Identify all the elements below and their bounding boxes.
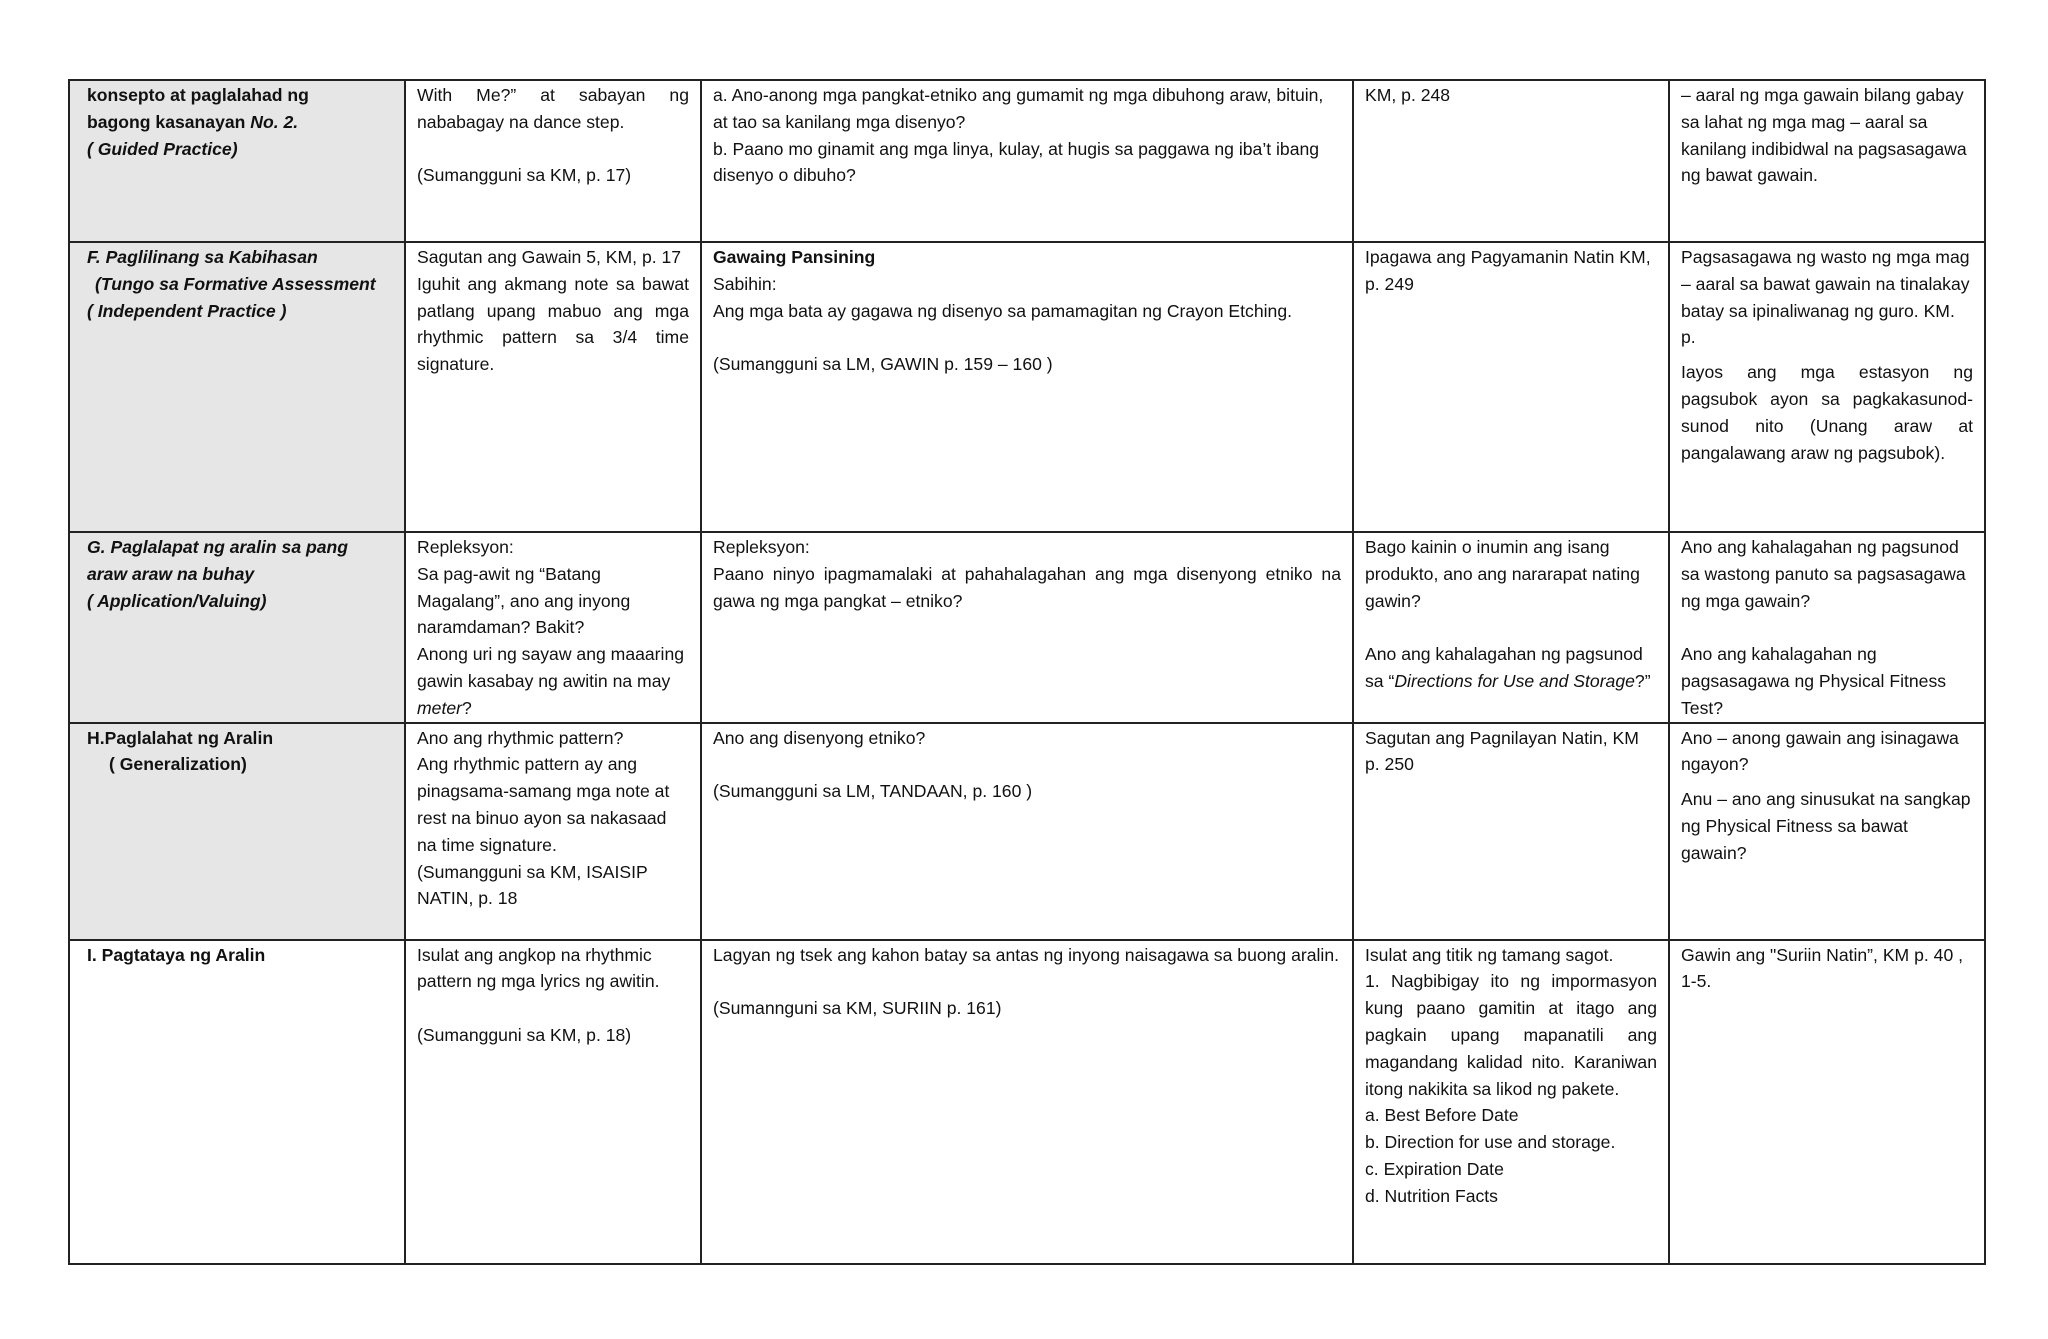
cell-text: Iguhit ang akmang note sa bawat patlang upang mabuo ang mga rhythmic pattern sa 3/4 time signature.: [417, 273, 689, 375]
cell-text: Bago kainin o inumin ang isang produkto, ano ang nararapat nating gawin?: [1365, 537, 1640, 611]
row-header-line: araw araw na buhay: [87, 563, 255, 584]
cell-health: [1353, 723, 1669, 940]
cell-text: Gawin ang "Suriin Natin”, KM p. 40 , 1-5.: [1681, 944, 1964, 992]
row-header-line: ( Guided Practice): [87, 138, 238, 159]
cell-text: b. Paano mo ginamit ang mga linya, kulay, at hugis sa paggawa ng iba’t ibang disenyo o dibuho?: [713, 138, 1320, 186]
cell-text: Repleksyon:: [713, 537, 810, 557]
cell-music: [405, 80, 701, 242]
row-header-line: F. Paglilinang sa Kabihasan: [87, 247, 318, 267]
row-header-line: ( Application/Valuing): [87, 590, 267, 611]
row-header: [69, 242, 405, 532]
table-row: [69, 723, 1985, 940]
table-row: [69, 80, 1985, 242]
cell-text: Lagyan ng tsek ang kahon batay sa antas ng inyong naisagawa sa buong aralin.: [713, 944, 1340, 965]
answer-option: d. Nutrition Facts: [1365, 1185, 1498, 1206]
cell-text: (Sumangguni sa KM, p. 17): [417, 165, 632, 186]
row-header-line: konsepto at paglalahad ng: [87, 85, 309, 105]
table-row: [69, 940, 1985, 1264]
cell-text: (Sumangguni sa KM, p. 18): [417, 1024, 632, 1045]
cell-health: [1353, 80, 1669, 242]
row-header: [69, 940, 405, 1264]
cell-text: Ano ang rhythmic pattern?: [417, 727, 624, 748]
row-header-line: [81, 109, 393, 136]
row-header-line: H.Paglalahat ng Aralin: [87, 727, 274, 748]
cell-text: Ang mga bata ay gagawa ng disenyo sa pamamagitan ng Crayon Etching.: [713, 300, 1293, 321]
cell-text: Sagutan ang Pagnilayan Natin, KM p. 250: [1365, 727, 1639, 775]
cell-text: KM, p. 248: [1365, 85, 1451, 105]
cell-music: [405, 242, 701, 532]
cell-text: (Sumangguni sa LM, GAWIN p. 159 – 160 ): [713, 354, 1053, 375]
cell-text: Pagsasagawa ng wasto ng mga mag – aaral sa bawat gawain na tinalakay batay sa ipinaliwanag ng guro. KM. p.: [1681, 247, 1970, 348]
cell-text: (Sumangguni sa LM, TANDAAN, p. 160 ): [713, 781, 1033, 802]
cell-pe: [1669, 940, 1985, 1264]
cell-arts: [701, 940, 1353, 1264]
row-header-text: bagong kasanayan: [87, 111, 251, 132]
row-header-line: ( Independent Practice ): [87, 300, 287, 321]
cell-text: Sabihin:: [713, 273, 777, 294]
row-header: [69, 532, 405, 723]
row-header: [69, 723, 405, 940]
lesson-plan-table: [68, 79, 1986, 1265]
cell-arts: [701, 532, 1353, 723]
cell-text-part: ?: [461, 697, 472, 718]
cell-text: Ano ang kahalagahan ng pagsunod sa wastong panuto sa pagsasagawa ng mga gawain?: [1681, 537, 1966, 611]
cell-pe: [1669, 723, 1985, 940]
answer-option: a. Best Before Date: [1365, 1105, 1519, 1126]
table-row: [69, 242, 1985, 532]
row-header-text: No. 2.: [250, 111, 299, 132]
cell-text: [1365, 641, 1657, 695]
cell-arts: [701, 723, 1353, 940]
cell-text: a. Ano-anong mga pangkat-etniko ang gumamit ng mga dibuhong araw, bituin, at tao sa kanilang mga disenyo?: [713, 85, 1324, 132]
cell-text: Anu – ano ang sinusukat na sangkap ng Physical Fitness sa bawat gawain?: [1681, 789, 1971, 863]
cell-text: With Me?” at sabayan ng nababagay na dance step.: [417, 85, 689, 132]
table-row: [69, 532, 1985, 723]
cell-pe: [1669, 80, 1985, 242]
cell-text: Ano ang kahalagahan ng pagsasagawa ng Physical Fitness Test?: [1681, 644, 1947, 718]
cell-text-part: meter: [417, 697, 462, 718]
cell-music: [405, 940, 701, 1264]
row-header-line: ( Generalization): [109, 754, 247, 775]
cell-arts: [701, 80, 1353, 242]
row-header-line: (Tungo sa Formative Assessment: [95, 273, 376, 294]
cell-pe: [1669, 242, 1985, 532]
cell-text: Repleksyon:: [417, 537, 514, 557]
cell-text: (Sumangguni sa KM, ISAISIP NATIN, p. 18: [417, 861, 648, 909]
row-header-line: G. Paglalapat ng aralin sa pang: [87, 537, 349, 557]
cell-text: Paano ninyo ipagmamalaki at pahahalagahan ang mga disenyong etniko na gawa ng mga pangkat – etniko?: [713, 563, 1341, 611]
activity-title: Gawaing Pansining: [713, 247, 876, 267]
row-header-line: I. Pagtataya ng Aralin: [87, 944, 266, 965]
cell-text: (Sumannguni sa KM, SURIIN p. 161): [713, 998, 1002, 1019]
row-header: [69, 80, 405, 242]
cell-pe: [1669, 532, 1985, 723]
cell-health: [1353, 532, 1669, 723]
cell-music: [405, 532, 701, 723]
cell-text: Ano – anong gawain ang isinagawa ngayon?: [1681, 727, 1959, 775]
cell-arts: [701, 242, 1353, 532]
cell-text: – aaral ng mga gawain bilang gabay sa lahat ng mga mag – aaral sa kanilang indibidwal na pagsasagawa ng bawat gawain.: [1681, 85, 1967, 186]
cell-text: Ano ang disenyong etniko?: [713, 727, 926, 748]
cell-text: Isulat ang angkop na rhythmic pattern ng mga lyrics ng awitin.: [417, 944, 660, 992]
cell-text-part: ?”: [1634, 670, 1651, 691]
cell-text: [417, 641, 689, 721]
question-text: 1. Nagbibigay ito ng impormasyon kung paano gamitin at itago ang pagkain upang mapanatili ang magandang kalidad nito. Karaniwan itong nakikita sa likod ng pakete.: [1365, 971, 1657, 1099]
cell-text: Sagutan ang Gawain 5, KM, p. 17: [417, 247, 682, 267]
cell-text: Ipagawa ang Pagyamanin Natin KM, p. 249: [1365, 247, 1651, 294]
cell-text: Isulat ang titik ng tamang sagot.: [1365, 944, 1614, 965]
cell-health: [1353, 940, 1669, 1264]
cell-music: [405, 723, 701, 940]
cell-text-part: Ano ang kahalagahan ng pagsunod sa “: [1365, 644, 1643, 691]
cell-text-part: Directions for Use and Storage: [1394, 670, 1635, 691]
cell-health: [1353, 242, 1669, 532]
cell-text: Sa pag-awit ng “Batang Magalang”, ano ang inyong naramdaman? Bakit?: [417, 563, 631, 638]
answer-option: c. Expiration Date: [1365, 1158, 1504, 1179]
cell-text: Ang rhythmic pattern ay ang pinagsama-samang mga note at rest na binuo ayon sa nakasaad na time signature.: [417, 754, 670, 855]
cell-text: Iayos ang mga estasyon ng pagsubok ayon sa pagkakasunod-sunod nito (Unang araw at pangalawang araw ng pagsubok).: [1681, 362, 1973, 463]
cell-text-part: Anong uri ng sayaw ang maaaring gawin kasabay ng awitin na may: [417, 644, 685, 691]
answer-option: b. Direction for use and storage.: [1365, 1132, 1616, 1153]
